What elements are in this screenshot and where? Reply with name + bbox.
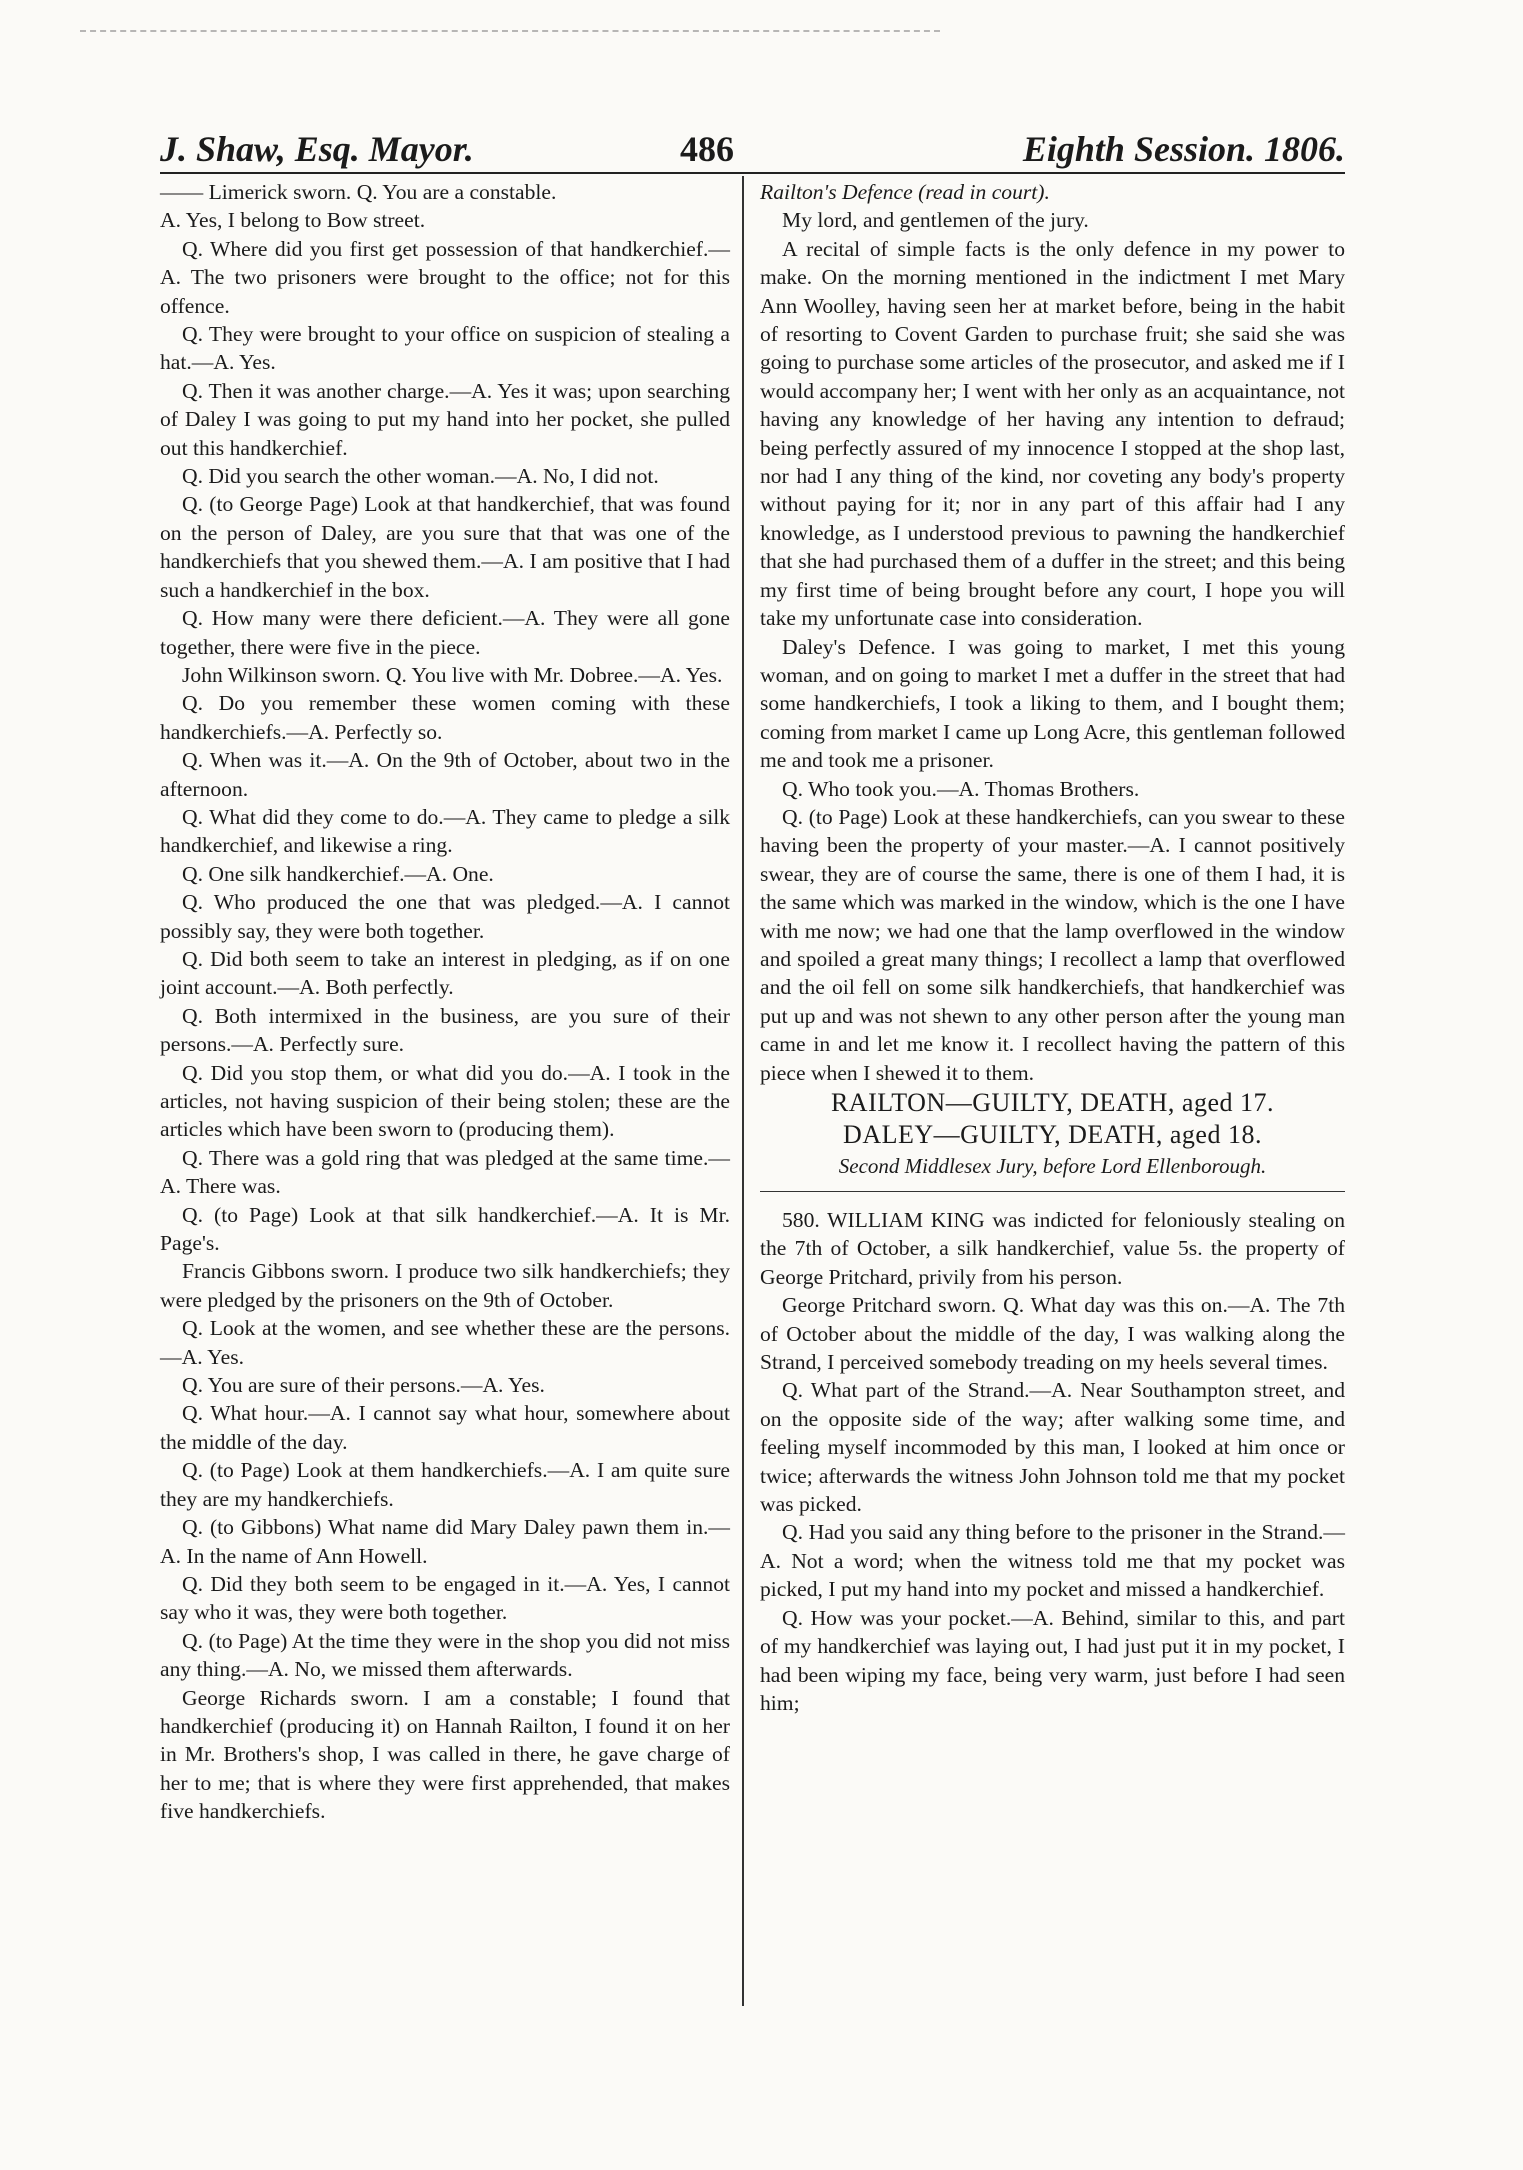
paragraph: George Pritchard sworn. Q. What day was this on.—A. The 7th of October about the middle of the day, I was walking along the Strand, I perceived somebody treading on my heels several times. [760,1293,1345,1375]
paragraph: Q. Do you remember these women coming with these handkerchiefs.—A. Perfectly so. [160,691,730,744]
paragraph: Q. Where did you first get possession of that handkerchief.—A. The two prisoners were brought to the office; not for this offence. [160,236,730,318]
paragraph: 580. WILLIAM KING was indicted for feloniously stealing on the 7th of October, a silk handkerchief, value 5s. the property of George Pritchard, privily from his person. [760,1208,1345,1289]
paragraph: Q. What hour.—A. I cannot say what hour, somewhere about the middle of the day. [160,1401,730,1454]
paragraph: Q. What did they come to do.—A. They came to pledge a silk handkerchief, and likewise a ring. [160,804,730,858]
paragraph: John Wilkinson sworn. Q. You live with Mr. Dobree.—A. Yes. [182,662,723,687]
paragraph: Q. (to Page) Look at these handkerchiefs, can you swear to these having been the property of your master.—A. I cannot positively swear, they are of course the same, there is one of them I had, it is the same which was marked in the window, which is the one I have with me now; we had one that the lamp overflowed in the window and spoiled a great many things; I recollect a lamp that overflowed and the oil fell on some silk handkerchiefs, that handkerchief was put up and was not shewn to any other person after the young man came in and let me know it. I recollect having the pattern of this piece when I shewed it to them. [760,804,1345,1085]
paragraph: A. Yes, I belong to Bow street. [160,208,426,233]
paragraph: Q. (to Page) Look at that silk handkerchief.—A. It is Mr. Page's. [160,1202,730,1256]
paragraph: Q. Then it was another charge.—A. Yes it was; upon searching of Daley I was going to put my hand into her pocket, she pulled out this handkerchief. [160,378,730,460]
paragraph: Q. You are sure of their persons.—A. Yes. [182,1373,545,1398]
paragraph: Q. Did you search the other woman.—A. No, I did not. [182,464,659,489]
right-column [760,178,1345,1717]
paragraph: Q. How many were there deficient.—A. They were all gone together, there were five in the piece. [160,606,730,659]
paragraph: Q. Did they both seem to be engaged in it.—A. Yes, I cannot say who it was, they were both together. [160,1571,730,1625]
paragraph: George Richards sworn. I am a constable; I found that handkerchief (producing it) on Hannah Railton, I found it on her in Mr. Brothers's shop, I was called in there, he gave charge of her to me; that is where they were first apprehended, that makes five handkerchiefs. [160,1685,730,1824]
paragraph: Q. (to Page) At the time they were in the shop you did not miss any thing.—A. No, we missed them afterwards. [160,1628,730,1682]
paragraph: Q. Had you said any thing before to the prisoner in the Strand.—A. Not a word; when the witness told me that my pocket was picked, I put my hand into my pocket and missed a handkerchief. [760,1520,1345,1602]
paragraph: Daley's Defence. I was going to market, I met this young woman, and on going to market I met a duffer in the street that had some handkerchiefs, I took a liking to them, and I bought them; coming from market I came up Long Acre, this gentleman followed me and took me a prisoner. [760,634,1345,773]
paragraph: Q. Who produced the one that was pledged.—A. I cannot possibly say, they were both together. [160,890,730,943]
page-edge-smudge [80,30,940,34]
paragraph: Q. There was a gold ring that was pledged at the same time.—A. There was. [160,1145,730,1199]
paragraph: Q. Who took you.—A. Thomas Brothers. [782,776,1140,801]
paragraph: Q. (to Page) Look at them handkerchiefs.—A. I am quite sure they are my handkerchiefs. [160,1458,730,1511]
paragraph: Q. Look at the women, and see whether these are the persons.—A. Yes. [160,1316,730,1369]
paragraph: My lord, and gentlemen of the jury. [782,208,1089,233]
paragraph: Q. Did both seem to take an interest in pledging, as if on one joint account.—A. Both perfectly. [160,946,730,1000]
header-mayor: J. Shaw, Esq. Mayor. [160,129,474,169]
paragraph: Q. (to Gibbons) What name did Mary Daley pawn them in.—A. In the name of Ann Howell. [160,1515,730,1568]
jury-line: Second Middlesex Jury, before Lord Ellenborough. [838,1154,1267,1178]
header-rule [160,172,1345,174]
paragraph: Q. When was it.—A. On the 9th of October, about two in the afternoon. [160,748,730,801]
paragraph: Q. One silk handkerchief.—A. One. [182,861,494,886]
header-session: Eighth Session. 1806. [1022,129,1345,169]
defence-heading: Railton's Defence (read in court). [760,180,1050,204]
verdict-daley: DALEY—GUILTY, DEATH, aged 18. [843,1120,1262,1149]
verdict-railton: RAILTON—GUILTY, DEATH, aged 17. [830,1088,1275,1117]
paragraph: Q. They were brought to your office on suspicion of stealing a hat.—A. Yes. [160,322,730,375]
left-column [160,178,730,1826]
paragraph: Francis Gibbons sworn. I produce two silk handkerchiefs; they were pledged by the prisoners on the 9th of October. [160,1259,730,1312]
paragraph: Q. Both intermixed in the business, are you sure of their persons.—A. Perfectly sure. [160,1003,730,1057]
paragraph: Q. (to George Page) Look at that handkerchief, that was found on the person of Daley, are you sure that that was one of the handkerchiefs that you shewed them.—A. I am positive that I had such a handkerchief in the box. [160,492,730,602]
column-divider [742,176,744,2006]
paragraph: Q. How was your pocket.—A. Behind, similar to this, and part of my handkerchief was laying out, I had just put it in my pocket, I had been wiping my face, being very warm, just before I had seen him; [760,1605,1345,1715]
paragraph: A recital of simple facts is the only defence in my power to make. On the morning mentioned in the indictment I met Mary Ann Woolley, having seen her at market before, being in the habit of resorting to Covent Garden to purchase fruit; she said she was going to purchase some articles of the prosecutor, and asked me if I would accompany her; I went with her only as an acquaintance, not having any knowledge of her having any intention to defraud; being perfectly assured of my innocence I stopped at the shop last, nor had I any thing of the kind, nor coveting any body's property without paying for it; nor in any part of this affair had I any knowledge, as I understood previous to pawning the handkerchief that she had purchased them of a duffer in the street; and this being my first time of being brought before any court, I hope you will take my unfortunate case into consideration. [760,236,1345,631]
running-header [160,128,1345,172]
paragraph: —— Limerick sworn. Q. You are a constable. [160,180,557,204]
page-number: 486 [680,129,734,169]
paragraph: Q. What part of the Strand.—A. Near Southampton street, and on the opposite side of the way; after walking some time, and feeling myself incommoded by this man, I looked at him once or twice; afterwards the witness John Johnson told me that my pocket was picked. [760,1378,1345,1517]
case-separator [760,1191,1345,1192]
paragraph: Q. Did you stop them, or what did you do.—A. I took in the articles, not having suspicion of their being stolen; these are the articles which have been sworn to (producing them). [160,1060,730,1142]
